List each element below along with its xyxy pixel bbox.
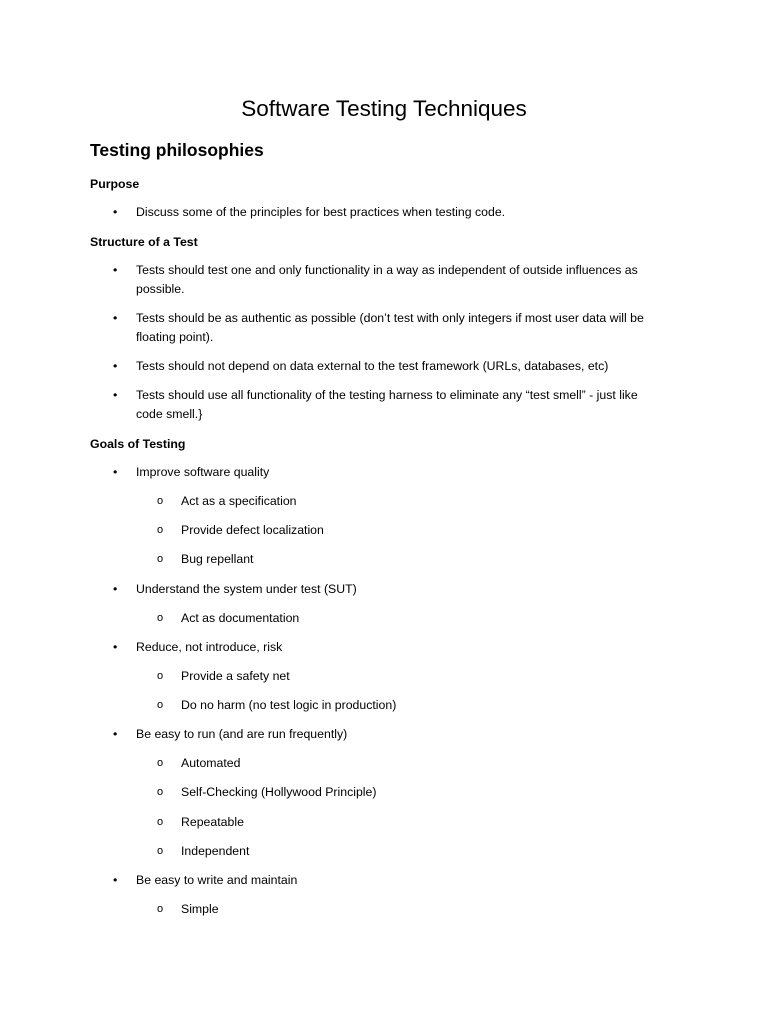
structure-item-line: Tests should be as authentic as possible (don’t test with only integers if most user data will be	[136, 311, 644, 325]
goal-subitem: Do no harm (no test logic in production)	[181, 698, 397, 712]
sub-bullet-icon: o	[157, 786, 164, 798]
goal-subitem: Bug repellant	[181, 552, 254, 566]
sub-bullet-icon: o	[157, 903, 164, 915]
sub-bullet-icon: o	[157, 612, 164, 624]
sub-bullet-icon: o	[157, 553, 164, 565]
bullet-icon: •	[113, 873, 118, 887]
purpose-heading: Purpose	[90, 177, 140, 191]
sub-bullet-icon: o	[157, 495, 164, 507]
goal-item: Improve software quality	[136, 465, 270, 479]
bullet-icon: •	[113, 263, 118, 277]
goal-subitem: Independent	[181, 844, 250, 858]
bullet-icon: •	[113, 311, 118, 325]
goals-heading: Goals of Testing	[90, 437, 186, 451]
sub-bullet-icon: o	[157, 757, 164, 769]
section-heading: Testing philosophies	[90, 140, 264, 160]
structure-item-line: code smell.}	[136, 407, 203, 421]
sub-bullet-icon: o	[157, 845, 164, 857]
bullet-icon: •	[113, 727, 118, 741]
purpose-item: Discuss some of the principles for best practices when testing code.	[136, 205, 506, 219]
structure-heading: Structure of a Test	[90, 235, 198, 249]
structure-item-line: Tests should not depend on data external to the test framework (URLs, databases, etc)	[136, 359, 609, 373]
goal-item: Understand the system under test (SUT)	[136, 582, 357, 596]
sub-bullet-icon: o	[157, 699, 164, 711]
sub-bullet-icon: o	[157, 816, 164, 828]
goal-subitem: Repeatable	[181, 815, 244, 829]
goal-subitem: Simple	[181, 902, 219, 916]
document-title: Software Testing Techniques	[241, 96, 527, 121]
bullet-icon: •	[113, 205, 118, 219]
goal-item: Be easy to run (and are run frequently)	[136, 727, 348, 741]
bullet-icon: •	[113, 640, 118, 654]
goal-subitem: Act as a specification	[181, 494, 297, 508]
goal-subitem: Provide a safety net	[181, 669, 290, 683]
bullet-icon: •	[113, 388, 118, 402]
goal-subitem: Self-Checking (Hollywood Principle)	[181, 785, 377, 799]
goal-subitem: Provide defect localization	[181, 523, 324, 537]
bullet-icon: •	[113, 582, 118, 596]
bullet-icon: •	[113, 359, 118, 373]
structure-item-line: possible.	[136, 282, 185, 296]
structure-item-line: Tests should use all functionality of the testing harness to eliminate any “test smell” - just like	[136, 388, 638, 402]
goal-item: Be easy to write and maintain	[136, 873, 298, 887]
goal-subitem: Act as documentation	[181, 611, 300, 625]
goal-subitem: Automated	[181, 756, 241, 770]
sub-bullet-icon: o	[157, 524, 164, 536]
bullet-icon: •	[113, 465, 118, 479]
structure-item-line: Tests should test one and only functionality in a way as independent of outside influences as	[136, 263, 638, 277]
structure-item-line: floating point).	[136, 330, 214, 344]
goal-item: Reduce, not introduce, risk	[136, 640, 283, 654]
sub-bullet-icon: o	[157, 670, 164, 682]
